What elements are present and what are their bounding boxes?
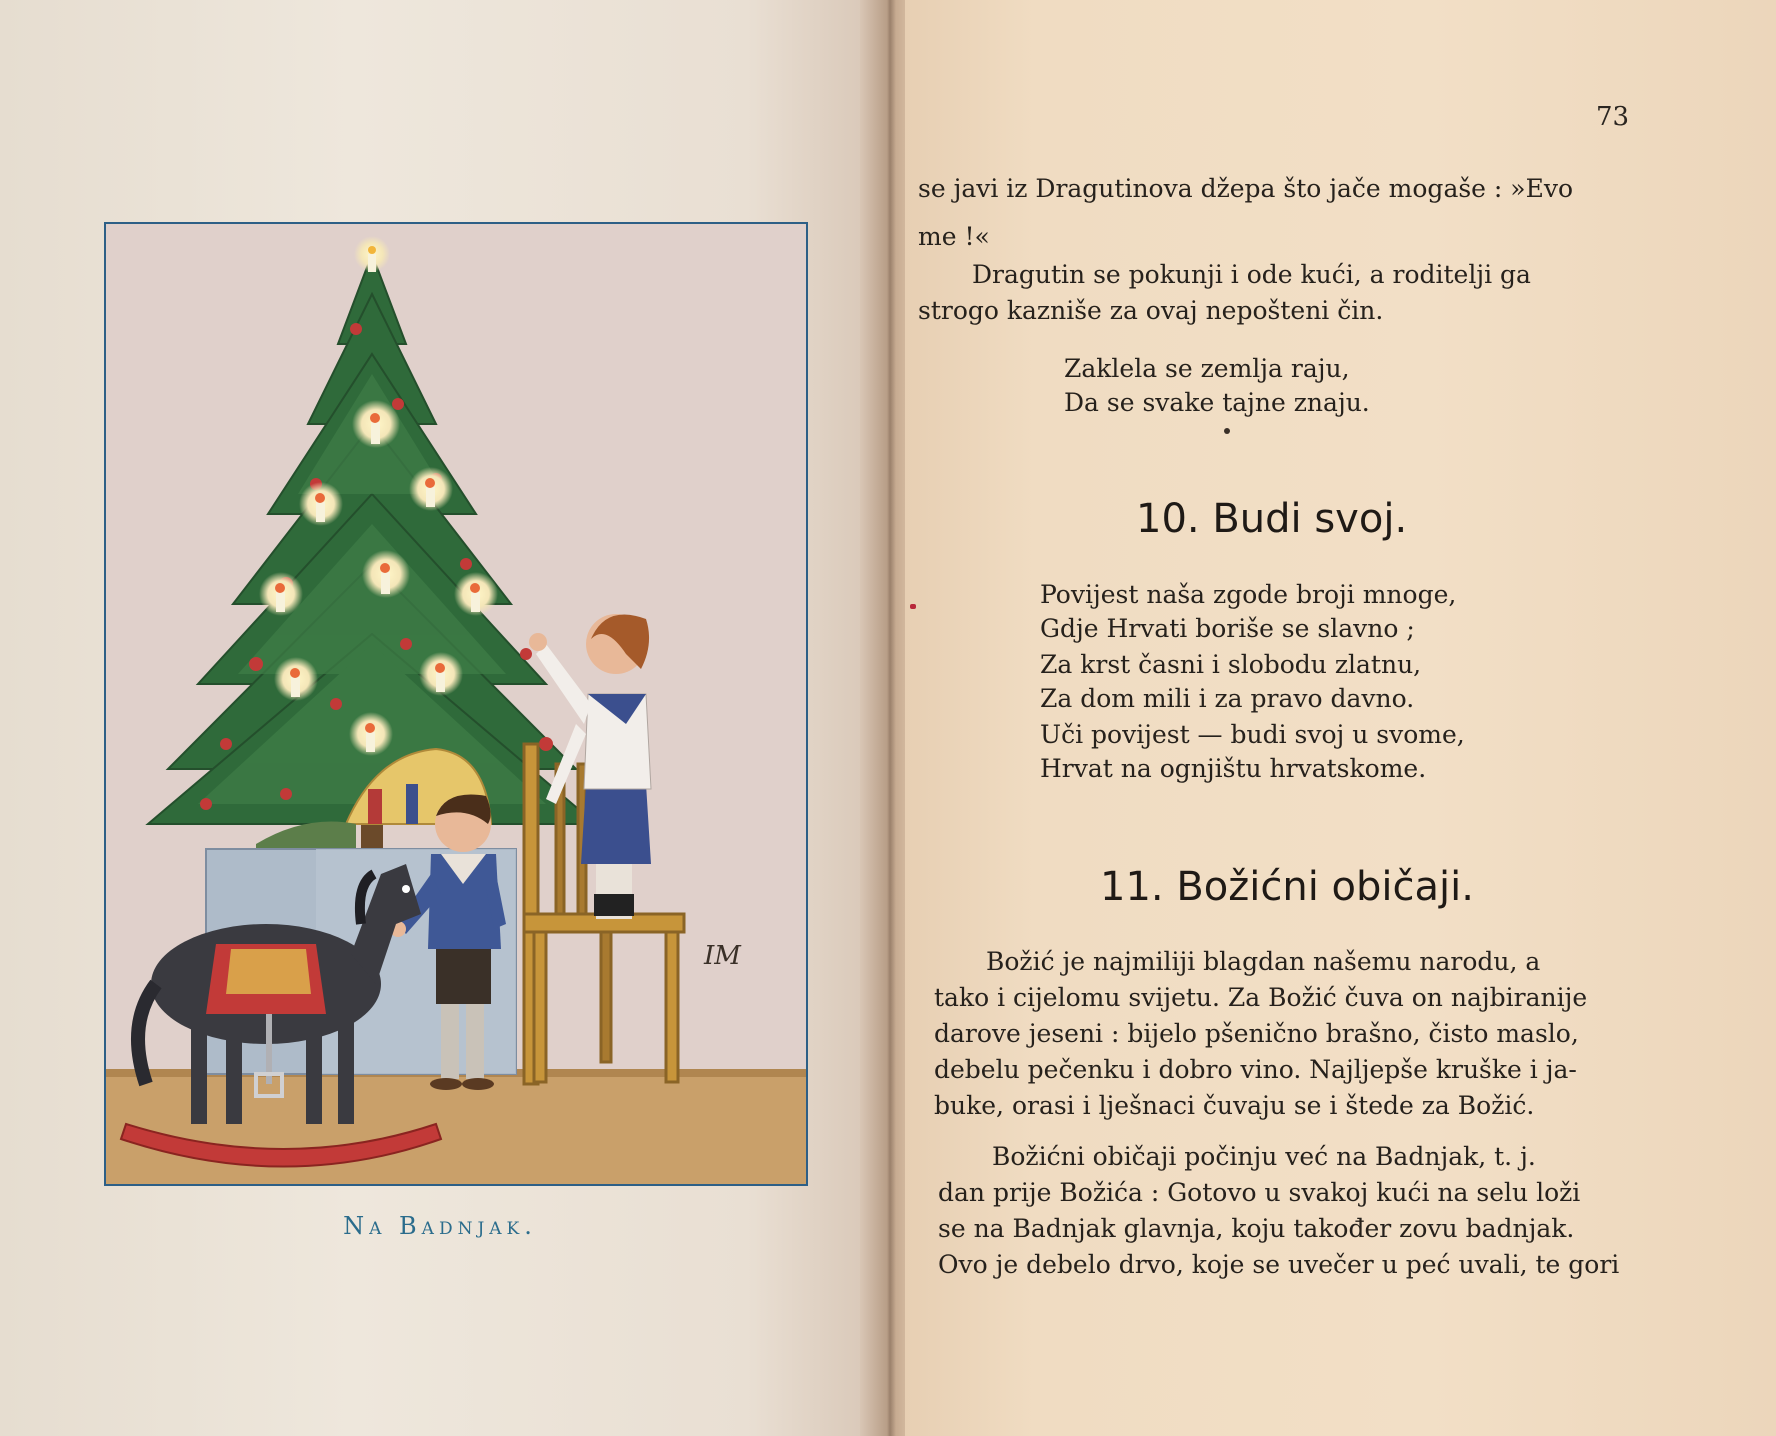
text-line: me !« (918, 222, 990, 251)
paragraph-line: debelu pečenku i dobro vino. Najljepše kruške i ja- (934, 1055, 1577, 1084)
proverb-line: Da se svake tajne znaju. (1064, 388, 1370, 417)
paragraph-line: tako i cijelomu svijetu. Za Božić čuva on najbiranije (934, 983, 1588, 1012)
illustration-plate (104, 222, 808, 1186)
poem-line: Hrvat na ognjištu hrvatskome. (1040, 754, 1427, 783)
artist-monogram: IM (704, 941, 741, 971)
paragraph-line: buke, orasi i lješnaci čuvaju se i štede za Božić. (934, 1091, 1535, 1120)
paragraph-line: Ovo je debelo drvo, koje se uvečer u peć uvali, te gori (938, 1250, 1620, 1279)
proverb-line: Zaklela se zemlja raju, (1064, 354, 1350, 383)
paragraph-line: darove jeseni : bijelo pšenično brašno, čisto maslo, (934, 1019, 1579, 1048)
section-10-title: 10. Budi svoj. (1136, 496, 1408, 542)
text-line: Dragutin se pokunji i ode kući, a roditelji ga (972, 260, 1531, 289)
poem-line: Gdje Hrvati boriše se slavno ; (1040, 614, 1415, 643)
text-line: se javi iz Dragutinova džepa što jače mogaše : »Evo (918, 174, 1574, 203)
separator-dot (1224, 428, 1230, 434)
paragraph-line: Božićni običaji počinju već na Badnjak, t. j. (992, 1142, 1536, 1171)
ink-mark (910, 604, 916, 609)
text-line: strogo kazniše za ovaj nepošteni čin. (918, 296, 1384, 325)
page-number: 73 (1596, 102, 1630, 132)
left-page (0, 0, 880, 1436)
christmas-eve-illustration (106, 224, 806, 1184)
poem-line: Uči povijest — budi svoj u svome, (1040, 720, 1465, 749)
paragraph-line: se na Badnjak glavnja, koju također zovu badnjak. (938, 1214, 1575, 1243)
poem-line: Povijest naša zgode broji mnoge, (1040, 580, 1457, 609)
poem-line: Za dom mili i za pravo davno. (1040, 684, 1415, 713)
illustration-caption: Na Badnjak. (343, 1212, 537, 1240)
paragraph-line: dan prije Božića : Gotovo u svakoj kući na selu loži (938, 1178, 1581, 1207)
paragraph-line: Božić je najmiliji blagdan našemu narodu, a (986, 947, 1541, 976)
section-11-title: 11. Božićni običaji. (1100, 864, 1474, 910)
poem-line: Za krst časni i slobodu zlatnu, (1040, 650, 1422, 679)
